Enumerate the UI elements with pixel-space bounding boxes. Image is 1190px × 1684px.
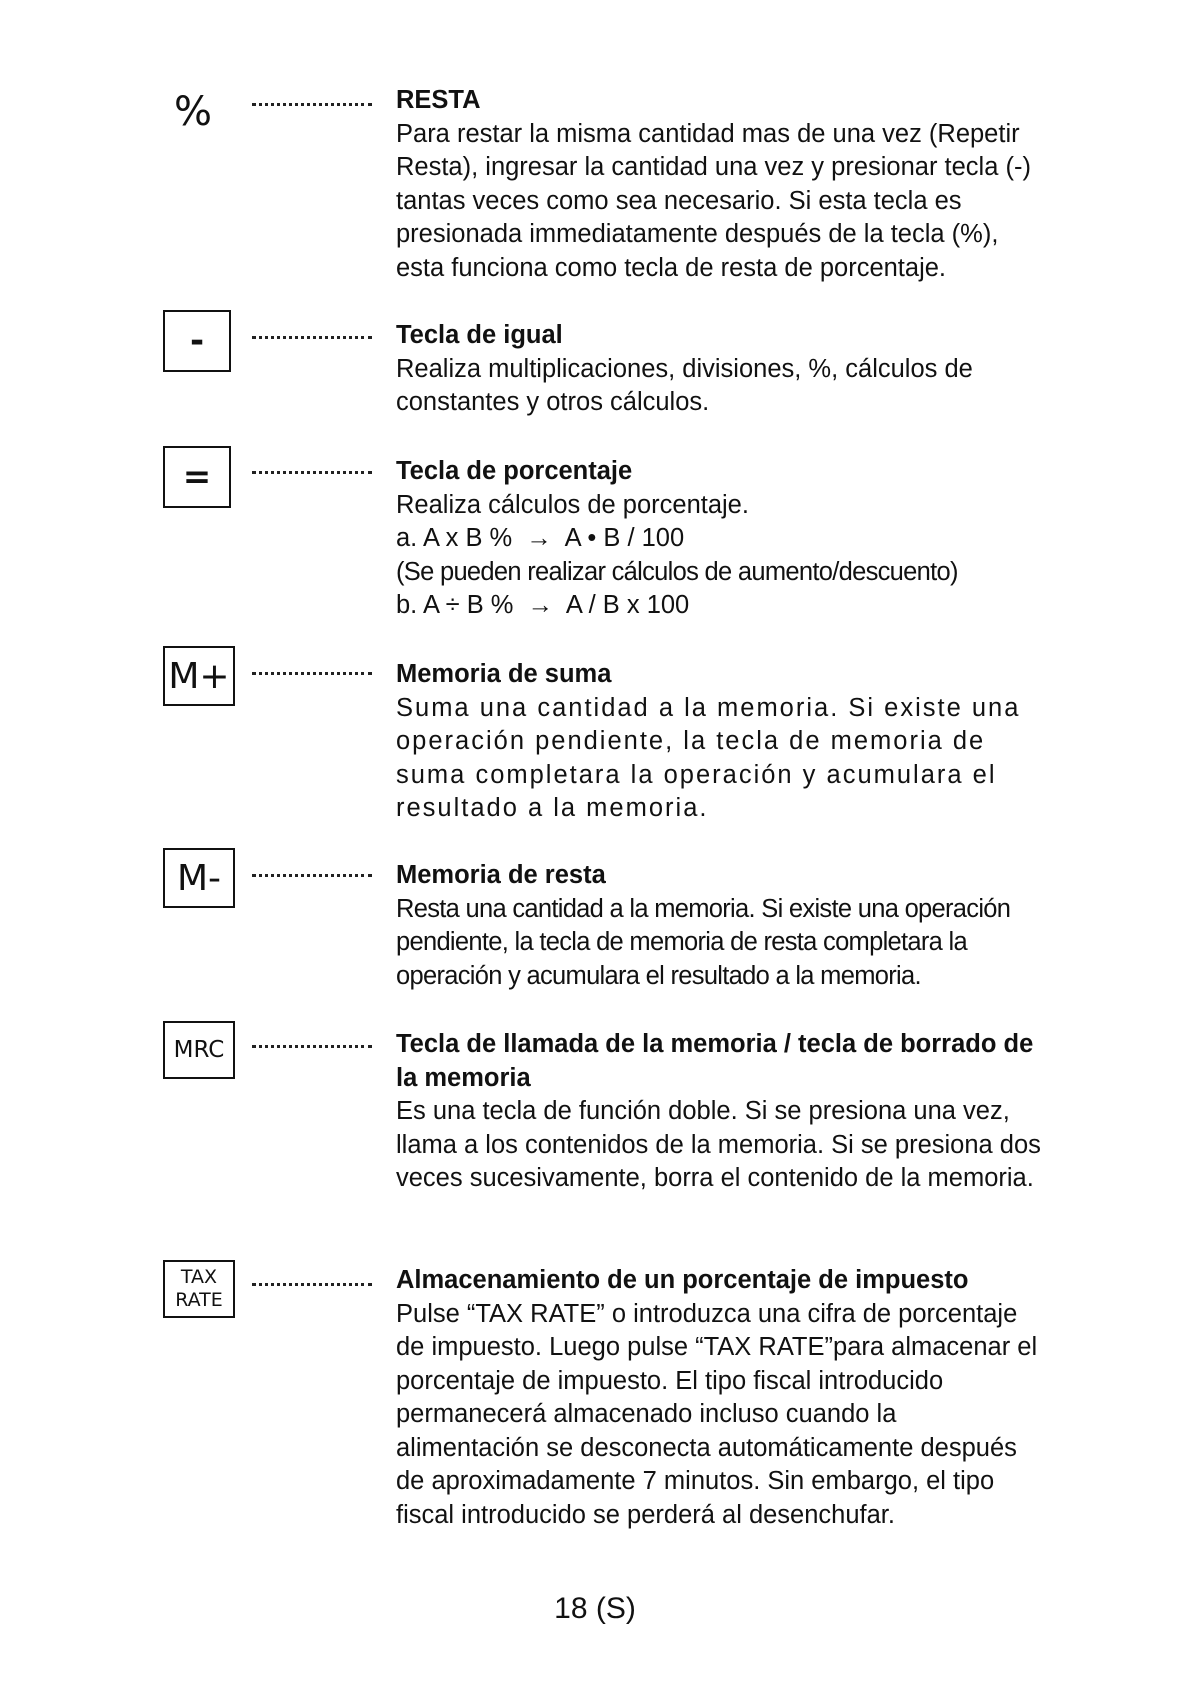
entry-title: Almacenamiento de un porcentaje de impuesto bbox=[396, 1266, 969, 1294]
tax-rate-key-label-line2: RATE bbox=[175, 1289, 223, 1311]
entry-body: Realiza cálculos de porcentaje. bbox=[396, 490, 749, 519]
percent-key-icon: % bbox=[173, 89, 212, 135]
entry-title: Memoria de resta bbox=[396, 861, 606, 889]
leader-dots bbox=[252, 672, 372, 675]
entry-text bbox=[396, 658, 1046, 826]
entry-title: Memoria de suma bbox=[396, 660, 612, 688]
entry-body: Es una tecla de función doble. Si se presiona una vez, llama a los contenidos de la memoria. Si se presiona dos veces sucesivamente, borra el contenido de la memoria. bbox=[396, 1097, 1041, 1192]
page-number: 18 (S) bbox=[554, 1592, 636, 1625]
entry-title: Tecla de llamada de la memoria / tecla de borrado de la memoria bbox=[396, 1030, 1034, 1092]
leader-dots bbox=[252, 103, 372, 106]
memory-minus-key-icon: M- bbox=[163, 848, 235, 908]
entry-body: Para restar la misma cantidad mas de una vez (Repetir Resta), ingresar la cantidad una vez y presionar tecla (-) tantas veces como sea necesario. Si esta tecla es presionada immediatamente después de la tecla (%), esta funciona como tecla de resta de porcentaje. bbox=[396, 119, 1031, 282]
tax-rate-key-icon bbox=[163, 1260, 235, 1318]
entry-body: Suma una cantidad a la memoria. Si existe una operación pendiente, la tecla de memoria de suma completara la operación y acumulara el resultado a la memoria. bbox=[396, 693, 1021, 822]
entry-body: Realiza multiplicaciones, divisiones, %, cálculos de constantes y otros cálculos. bbox=[396, 354, 973, 416]
entry-text bbox=[396, 319, 1046, 420]
leader-dots bbox=[252, 471, 372, 474]
entry-text bbox=[396, 1264, 1046, 1532]
entry-title: Tecla de porcentaje bbox=[396, 457, 633, 485]
minus-key-icon: - bbox=[163, 310, 231, 372]
entry-text bbox=[396, 859, 1046, 993]
formula-b: b. A ÷ B % → A / B x 100 bbox=[396, 591, 690, 619]
entry-text bbox=[396, 1028, 1046, 1196]
leader-dots bbox=[252, 1045, 372, 1048]
leader-dots bbox=[252, 336, 372, 339]
entry-text bbox=[396, 84, 1046, 285]
entry-body: Resta una cantidad a la memoria. Si existe una operación pendiente, la tecla de memoria de resta completara la operación y acumulara el resultado a la memoria. bbox=[396, 894, 1011, 990]
tax-rate-key-label-line1: TAX bbox=[180, 1266, 218, 1288]
entry-text bbox=[396, 455, 1046, 623]
leader-dots bbox=[252, 874, 372, 877]
equals-key-icon: = bbox=[163, 446, 231, 508]
memory-recall-key-icon: MRC bbox=[163, 1021, 235, 1079]
entry-note: (Se pueden realizar cálculos de aumento/descuento) bbox=[396, 557, 958, 586]
leader-dots bbox=[252, 1283, 372, 1286]
entry-body: Pulse “TAX RATE” o introduzca una cifra de porcentaje de impuesto. Luego pulse “TAX RATE”para almacenar el porcentaje de impuesto. El tipo fiscal introducido permanecerá almacenado incluso cuando la alimentación se desconecta automáticamente después de aproximadamente 7 minutos. Sin embargo, el tipo fiscal introducido se perderá al desenchufar. bbox=[396, 1299, 1038, 1529]
entry-title: RESTA bbox=[396, 86, 481, 114]
formula-a: a. A x B % → A • B / 100 bbox=[396, 524, 685, 552]
memory-plus-key-icon: M+ bbox=[163, 646, 235, 706]
entry-title: Tecla de igual bbox=[396, 321, 563, 349]
